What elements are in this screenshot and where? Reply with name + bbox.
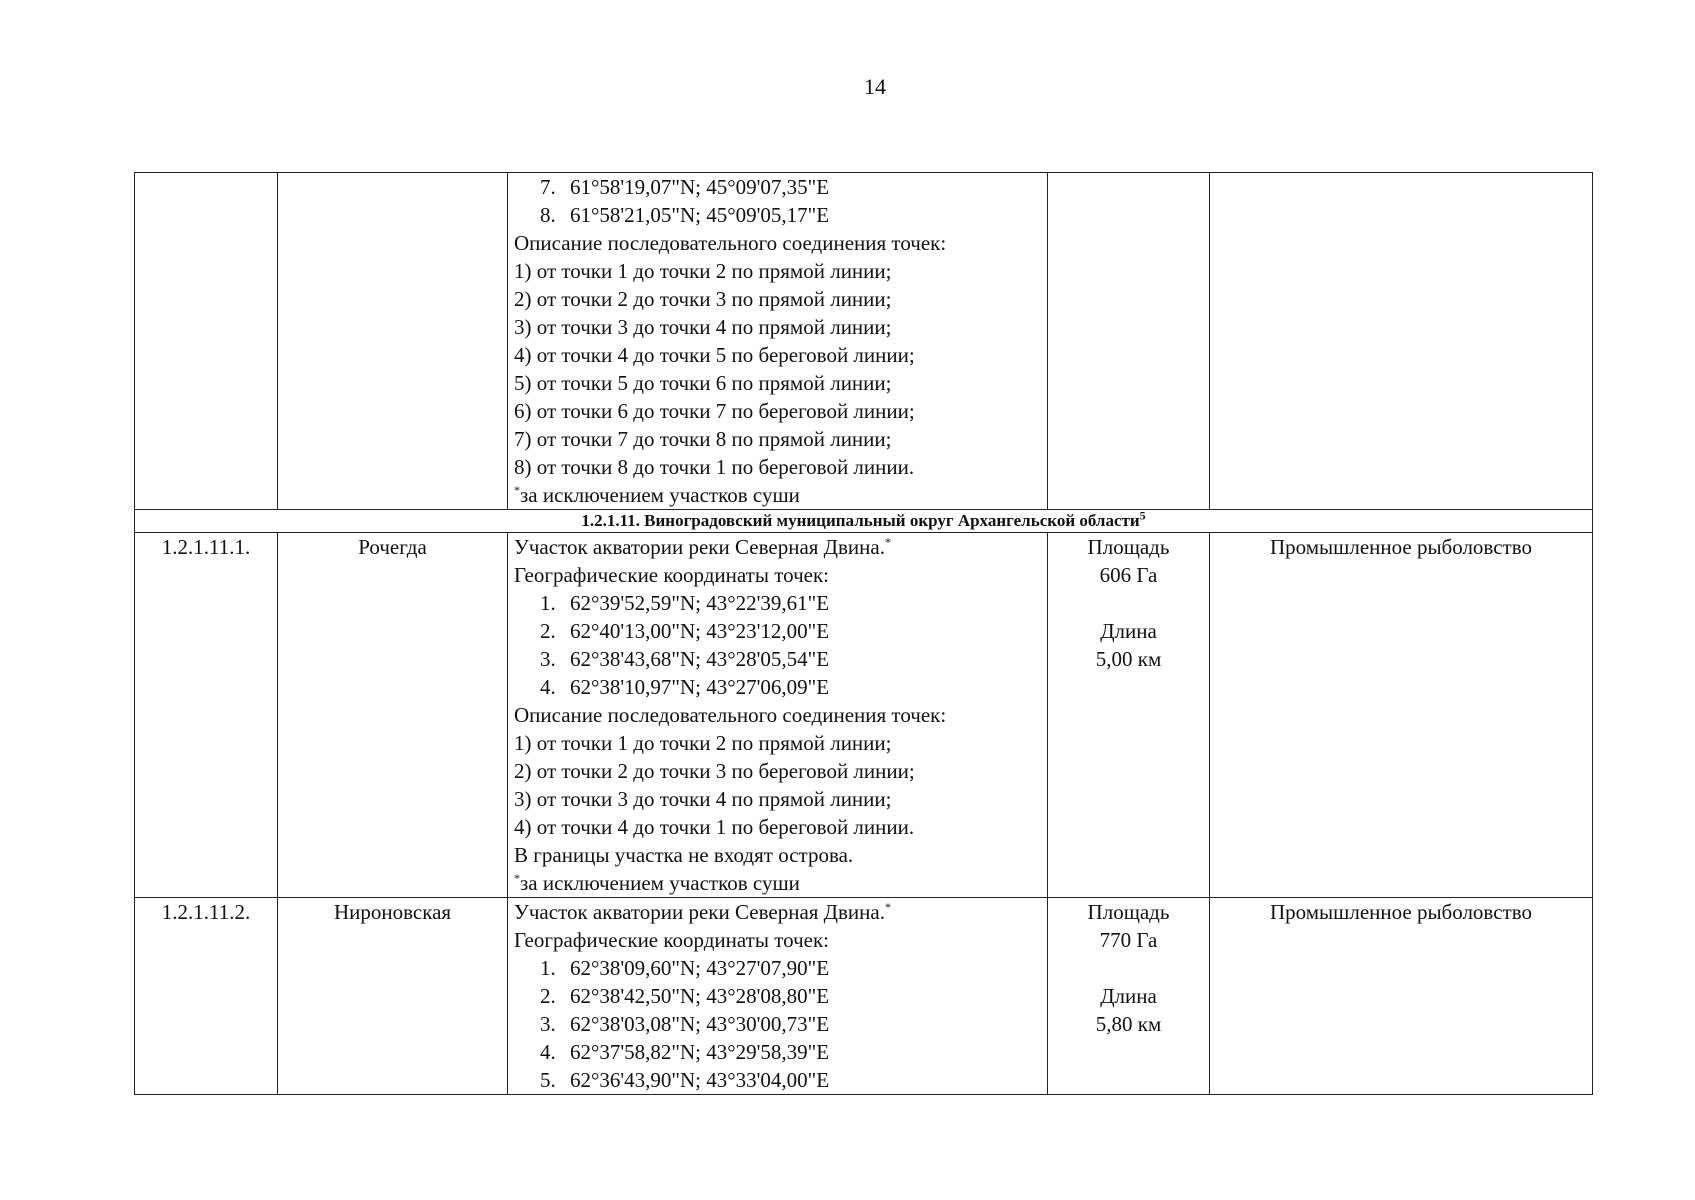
connection-line: 4) от точки 4 до точки 1 по береговой линии. bbox=[514, 815, 915, 839]
coordinate-point: 2. 62°38'42,50"N; 43°28'08,80"E bbox=[540, 984, 830, 1008]
cell-name: Рочегда bbox=[278, 533, 508, 898]
table-row bbox=[135, 898, 1593, 1095]
cell-num: 1.2.1.11.1. bbox=[135, 533, 278, 898]
cell-num bbox=[135, 173, 278, 510]
connection-line: 2) от точки 2 до точки 3 по прямой линии; bbox=[514, 287, 892, 311]
islands-note: В границы участка не входят острова. bbox=[514, 843, 854, 867]
cell-params bbox=[1048, 898, 1210, 1095]
coordinate-point: 2. 62°40'13,00"N; 43°23'12,00"E bbox=[540, 619, 830, 643]
coordinate-point: 4. 62°38'10,97"N; 43°27'06,09"E bbox=[540, 675, 830, 699]
cell-description bbox=[508, 898, 1048, 1095]
cell-num: 1.2.1.11.2. bbox=[135, 898, 278, 1095]
cell-usage: Промышленное рыболовство bbox=[1210, 898, 1593, 1095]
coordinate-point: 7. 61°58'19,07"N; 45°09'07,35"E bbox=[540, 175, 830, 199]
coordinate-point: 3. 62°38'43,68"N; 43°28'05,54"E bbox=[540, 647, 830, 671]
coordinate-point: 1. 62°38'09,60"N; 43°27'07,90"E bbox=[540, 956, 830, 980]
area-label: Площадь bbox=[1087, 535, 1170, 559]
connections-title: Описание последовательного соединения точек: bbox=[514, 231, 947, 255]
cell-description bbox=[508, 173, 1048, 510]
connection-line: 1) от точки 1 до точки 2 по прямой линии; bbox=[514, 731, 892, 755]
cell-params bbox=[1048, 173, 1210, 510]
length-value: 5,80 км bbox=[1095, 1012, 1162, 1036]
cell-description bbox=[508, 533, 1048, 898]
footnote-mark: 5 bbox=[1139, 508, 1146, 523]
connection-line: 3) от точки 3 до точки 4 по прямой линии; bbox=[514, 315, 892, 339]
fishing-areas-table bbox=[134, 172, 1593, 1095]
cell-usage: Промышленное рыболовство bbox=[1210, 533, 1593, 898]
connection-line: 8) от точки 8 до точки 1 по береговой линии. bbox=[514, 455, 915, 479]
connection-line: 3) от точки 3 до точки 4 по прямой линии; bbox=[514, 787, 892, 811]
cell-usage bbox=[1210, 173, 1593, 510]
connection-line: 2) от точки 2 до точки 3 по береговой линии; bbox=[514, 759, 915, 783]
coordinate-point: 5. 62°36'43,90"N; 43°33'04,00"E bbox=[540, 1068, 830, 1092]
connection-line: 4) от точки 4 до точки 5 по береговой линии; bbox=[514, 343, 915, 367]
land-exclusion-note: *за исключением участков суши bbox=[514, 483, 800, 507]
area-title: Участок акватории реки Северная Двина.* bbox=[514, 535, 891, 559]
area-label: Площадь bbox=[1087, 900, 1170, 924]
coordinate-point: 4. 62°37'58,82"N; 43°29'58,39"E bbox=[540, 1040, 830, 1064]
cell-name bbox=[278, 173, 508, 510]
area-title: Участок акватории реки Северная Двина.* bbox=[514, 900, 891, 924]
area-value: 770 Га bbox=[1099, 928, 1158, 952]
coords-title: Географические координаты точек: bbox=[514, 563, 829, 587]
table-row bbox=[135, 533, 1593, 898]
coordinate-point: 1. 62°39'52,59"N; 43°22'39,61"E bbox=[540, 591, 830, 615]
page-number: 14 bbox=[864, 74, 886, 99]
length-label: Длина bbox=[1100, 619, 1157, 643]
section-header-row bbox=[135, 510, 1593, 533]
cell-name: Нироновская bbox=[278, 898, 508, 1095]
coords-title: Географические координаты точек: bbox=[514, 928, 829, 952]
length-label: Длина bbox=[1100, 984, 1157, 1008]
connection-line: 1) от точки 1 до точки 2 по прямой линии; bbox=[514, 259, 892, 283]
section-title: 1.2.1.11. Виноградовский муниципальный округ Архангельской области$^5$ bbox=[135, 510, 1593, 533]
connections-title: Описание последовательного соединения точек: bbox=[514, 703, 947, 727]
coordinate-point: 3. 62°38'03,08"N; 43°30'00,73"E bbox=[540, 1012, 830, 1036]
connection-line: 6) от точки 6 до точки 7 по береговой линии; bbox=[514, 399, 915, 423]
area-value: 606 Га bbox=[1099, 563, 1158, 587]
coordinate-point: 8. 61°58'21,05"N; 45°09'05,17"E bbox=[540, 203, 830, 227]
length-value: 5,00 км bbox=[1095, 647, 1162, 671]
table-row-continuation bbox=[135, 173, 1593, 510]
connection-line: 5) от точки 5 до точки 6 по прямой линии; bbox=[514, 371, 892, 395]
land-exclusion-note: *за исключением участков суши bbox=[514, 871, 800, 895]
cell-params bbox=[1048, 533, 1210, 898]
connection-line: 7) от точки 7 до точки 8 по прямой линии; bbox=[514, 427, 892, 451]
